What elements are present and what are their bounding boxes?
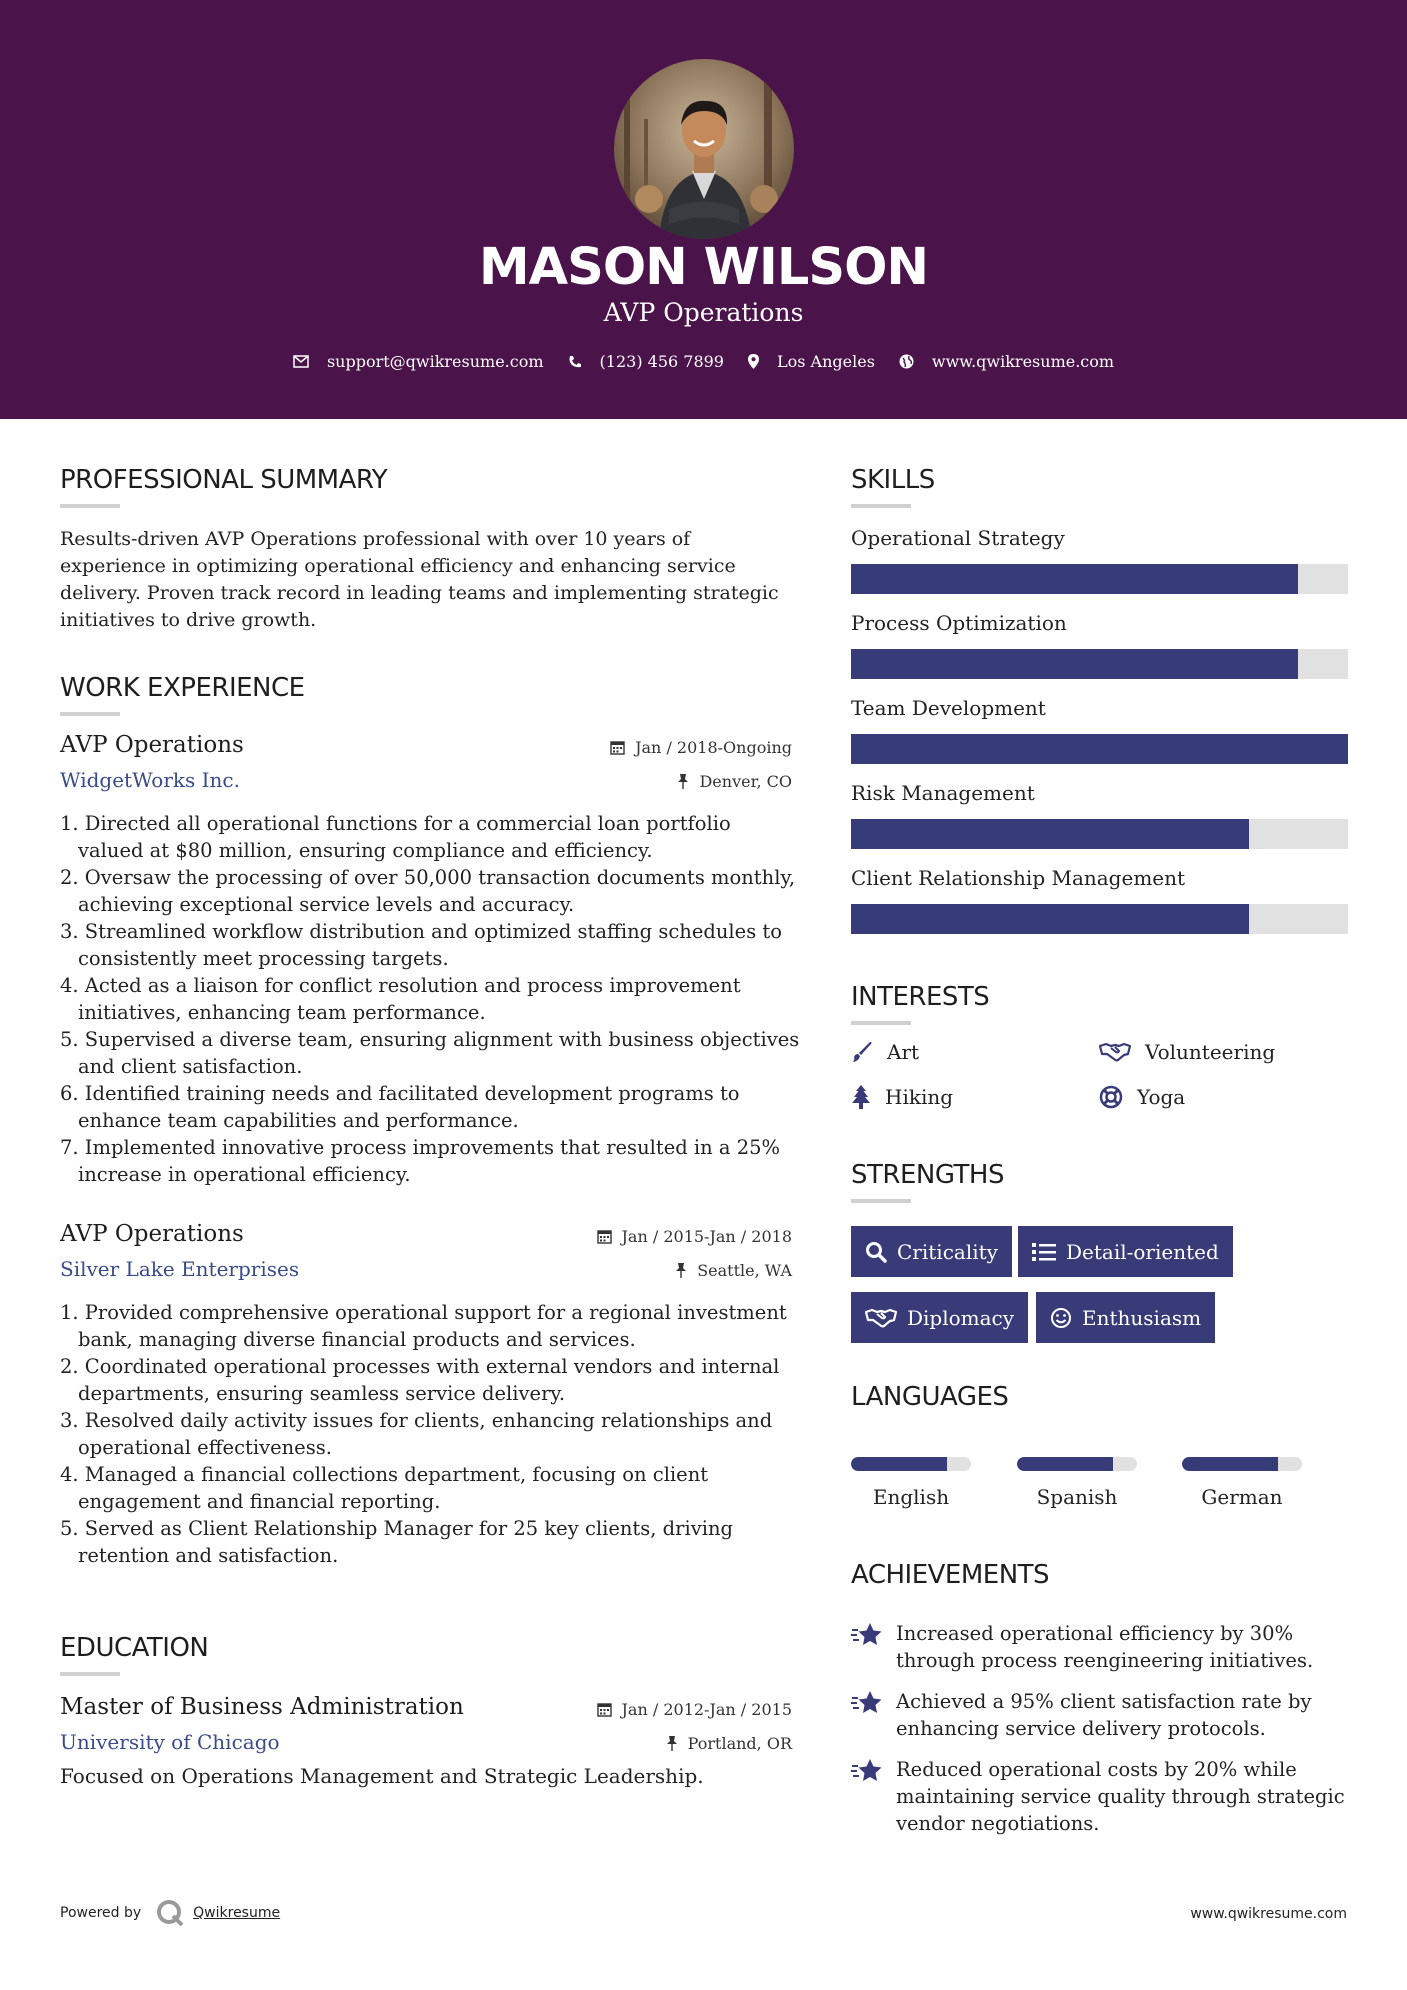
skill-bar-fill (851, 564, 1298, 594)
list-item: 3. Resolved daily activity issues for clients, enhancing relationships and operational effectiveness. (60, 1409, 773, 1459)
handshake-icon (865, 1308, 897, 1328)
strength-label: Criticality (897, 1239, 998, 1264)
language-item (1182, 1457, 1302, 1517)
job-company: WidgetWorks Inc. (60, 768, 240, 792)
language-label: German (1201, 1485, 1283, 1509)
language-bar-fill (851, 1457, 947, 1471)
degree-title: Master of Business Administration (60, 1694, 464, 1720)
achievement-text: Reduced operational costs by 20% while maintaining service quality through strategic vendor negotiations. (896, 1758, 1345, 1835)
job-location (677, 772, 792, 791)
job-company: Silver Lake Enterprises (60, 1257, 300, 1281)
list-item: 4. Acted as a liaison for conflict resolution and process improvement initiatives, enhancing team performance. (60, 974, 741, 1024)
star-icon (851, 1622, 883, 1648)
envelope-icon (293, 355, 309, 368)
strength-badge (851, 1292, 1028, 1343)
strengths-underline (851, 1199, 911, 1203)
pushpin-icon (675, 1263, 687, 1278)
interests-underline (851, 1021, 911, 1025)
strength-label: Enthusiasm (1082, 1305, 1202, 1330)
skill-bar (851, 904, 1348, 934)
powered-by-text: Powered by (60, 1905, 142, 1921)
strength-badge (1018, 1226, 1233, 1277)
skill-bar-fill (851, 904, 1249, 934)
list-item: 2. Oversaw the processing of over 50,000 transaction documents monthly, achieving exceptional service levels and accuracy. (60, 866, 796, 916)
languages-heading: LANGUAGES (851, 1382, 1009, 1412)
strength-label: Detail-oriented (1066, 1239, 1219, 1264)
contact-website[interactable] (899, 352, 1114, 371)
skill-label: Operational Strategy (851, 526, 1065, 550)
list-item: 4. Managed a financial collections department, focusing on client engagement and financial reporting. (60, 1463, 709, 1513)
pushpin-icon (666, 1736, 678, 1751)
footer-website[interactable]: www.qwikresume.com (1190, 1906, 1347, 1922)
skill-item (851, 611, 1348, 681)
skill-bar (851, 734, 1348, 764)
skill-item (851, 696, 1348, 766)
language-label: Spanish (1036, 1485, 1118, 1509)
list-icon (1032, 1242, 1056, 1262)
interest-label: Art (887, 1040, 920, 1064)
job-date-text: Jan / 2015-Jan / 2018 (621, 1227, 792, 1246)
skill-bar (851, 649, 1348, 679)
calendar-icon (610, 740, 625, 755)
tree-icon (851, 1085, 871, 1109)
paintbrush-icon (851, 1041, 873, 1063)
language-bar-fill (1017, 1457, 1113, 1471)
strength-badge (851, 1226, 1012, 1277)
skill-bar (851, 564, 1348, 594)
experience-underline (60, 712, 120, 716)
job-date (610, 738, 792, 757)
language-label: English (872, 1485, 950, 1509)
education-location (666, 1734, 792, 1753)
achievements-heading: ACHIEVEMENTS (851, 1560, 1050, 1590)
skill-bar-fill (851, 734, 1348, 764)
summary-text: Results-driven AVP Operations professional with over 10 years of experience in optimizing operational efficiency and enhancing service delivery. Proven track record in leading teams and implementing strategic initiatives to drive growth. (60, 528, 779, 631)
list-item: 5. Served as Client Relationship Manager for 25 key clients, driving retention and satisfaction. (60, 1517, 734, 1567)
calendar-icon (597, 1229, 612, 1244)
pushpin-icon (677, 774, 689, 789)
achievement-item (851, 1620, 1351, 1680)
email-text: support@qwikresume.com (326, 352, 544, 371)
location-text: Los Angeles (776, 352, 875, 371)
candidate-title: AVP Operations (603, 298, 804, 327)
interests-heading: INTERESTS (851, 982, 990, 1012)
star-icon (851, 1758, 883, 1784)
list-item: 1. Directed all operational functions for a commercial loan portfolio valued at $80 million, ensuring compliance and efficiency. (60, 812, 731, 862)
achievement-item (851, 1688, 1351, 1748)
interest-hiking (851, 1085, 953, 1109)
job-location (675, 1261, 792, 1280)
job-location-text: Seattle, WA (697, 1261, 792, 1280)
strength-label: Diplomacy (907, 1305, 1015, 1330)
skill-label: Process Optimization (851, 611, 1067, 635)
language-bar (1017, 1457, 1137, 1471)
list-item: 5. Supervised a diverse team, ensuring alignment with business objectives and client satisfaction. (60, 1028, 800, 1078)
job-location-text: Denver, CO (699, 772, 792, 791)
resume-header (0, 0, 1407, 419)
brand-link[interactable]: Qwikresume (193, 1905, 281, 1921)
job-date (597, 1227, 792, 1246)
list-item: 2. Coordinated operational processes with external vendors and internal departments, ensuring seamless service delivery. (60, 1355, 780, 1405)
education-date (597, 1700, 792, 1719)
job-date-text: Jan / 2018-Ongoing (635, 738, 792, 757)
list-item: 7. Implemented innovative process improvements that resulted in a 25% increase in operational efficiency. (60, 1136, 781, 1186)
phone-icon (568, 355, 582, 369)
education-location-text: Portland, OR (687, 1734, 792, 1753)
job-2 (60, 1221, 792, 1581)
interest-label: Yoga (1137, 1085, 1186, 1109)
skill-bar (851, 819, 1348, 849)
skills-underline (851, 504, 911, 508)
job-1 (60, 732, 800, 1192)
job-bullets (60, 810, 800, 1188)
skill-bar-fill (851, 819, 1249, 849)
achievement-text: Achieved a 95% client satisfaction rate by enhancing service delivery protocols. (896, 1690, 1312, 1740)
skill-label: Client Relationship Management (851, 866, 1186, 890)
education-underline (60, 1672, 120, 1676)
job-title: AVP Operations (60, 1221, 244, 1247)
list-item: 6. Identified training needs and facilitated development programs to enhance team capabilities and performance. (60, 1082, 740, 1132)
skills-heading: SKILLS (851, 465, 935, 495)
summary-heading: PROFESSIONAL SUMMARY (60, 465, 388, 495)
star-icon (851, 1690, 883, 1716)
strengths-heading: STRENGTHS (851, 1160, 1004, 1190)
list-item: 3. Streamlined workflow distribution and optimized staffing schedules to consistently meet processing targets. (60, 920, 782, 970)
interest-label: Volunteering (1145, 1040, 1276, 1064)
interest-volunteering (1099, 1040, 1275, 1064)
strength-badge (1036, 1292, 1215, 1343)
qwikresume-logo-icon (155, 1898, 185, 1928)
education-description: Focused on Operations Management and Strategic Leadership. (60, 1764, 704, 1788)
education-date-text: Jan / 2012-Jan / 2015 (621, 1700, 792, 1719)
lifering-icon (1099, 1085, 1123, 1109)
skill-label: Risk Management (851, 781, 1035, 805)
achievement-item (851, 1756, 1351, 1846)
language-item (1017, 1457, 1137, 1517)
skill-item (851, 866, 1348, 936)
education-heading: EDUCATION (60, 1633, 209, 1663)
language-bar (1182, 1457, 1302, 1471)
skill-item (851, 526, 1348, 596)
language-bar-fill (1182, 1457, 1278, 1471)
contact-bar (0, 352, 1407, 371)
job-bullets (60, 1299, 800, 1569)
profile-photo (614, 59, 794, 239)
skill-bar-fill (851, 649, 1298, 679)
smile-icon (1050, 1307, 1072, 1329)
contact-email[interactable] (293, 352, 544, 371)
achievement-text: Increased operational efficiency by 30% through process reengineering initiatives. (896, 1622, 1314, 1672)
interest-label: Hiking (885, 1085, 954, 1109)
skill-label: Team Development (851, 696, 1046, 720)
education-entry (60, 1694, 792, 1804)
interest-yoga (1099, 1085, 1185, 1109)
job-title: AVP Operations (60, 732, 244, 758)
map-marker-icon (748, 354, 759, 369)
skill-item (851, 781, 1348, 851)
search-icon (865, 1241, 887, 1263)
summary-underline (60, 504, 120, 508)
language-bar (851, 1457, 971, 1471)
candidate-name: MASON WILSON (478, 238, 929, 297)
language-item (851, 1457, 971, 1517)
interest-art (851, 1040, 919, 1064)
experience-heading: WORK EXPERIENCE (60, 673, 305, 703)
list-item: 1. Provided comprehensive operational support for a regional investment bank, managing diverse financial products and services. (60, 1301, 787, 1351)
contact-phone[interactable] (568, 352, 724, 371)
calendar-icon (597, 1702, 612, 1717)
website-text: www.qwikresume.com (931, 352, 1115, 371)
globe-icon (899, 354, 914, 369)
footer-powered-by (60, 1898, 280, 1928)
school-name: University of Chicago (60, 1730, 280, 1754)
contact-location (748, 352, 875, 371)
phone-text: (123) 456 7899 (599, 352, 724, 371)
handshake-icon (1099, 1042, 1131, 1062)
